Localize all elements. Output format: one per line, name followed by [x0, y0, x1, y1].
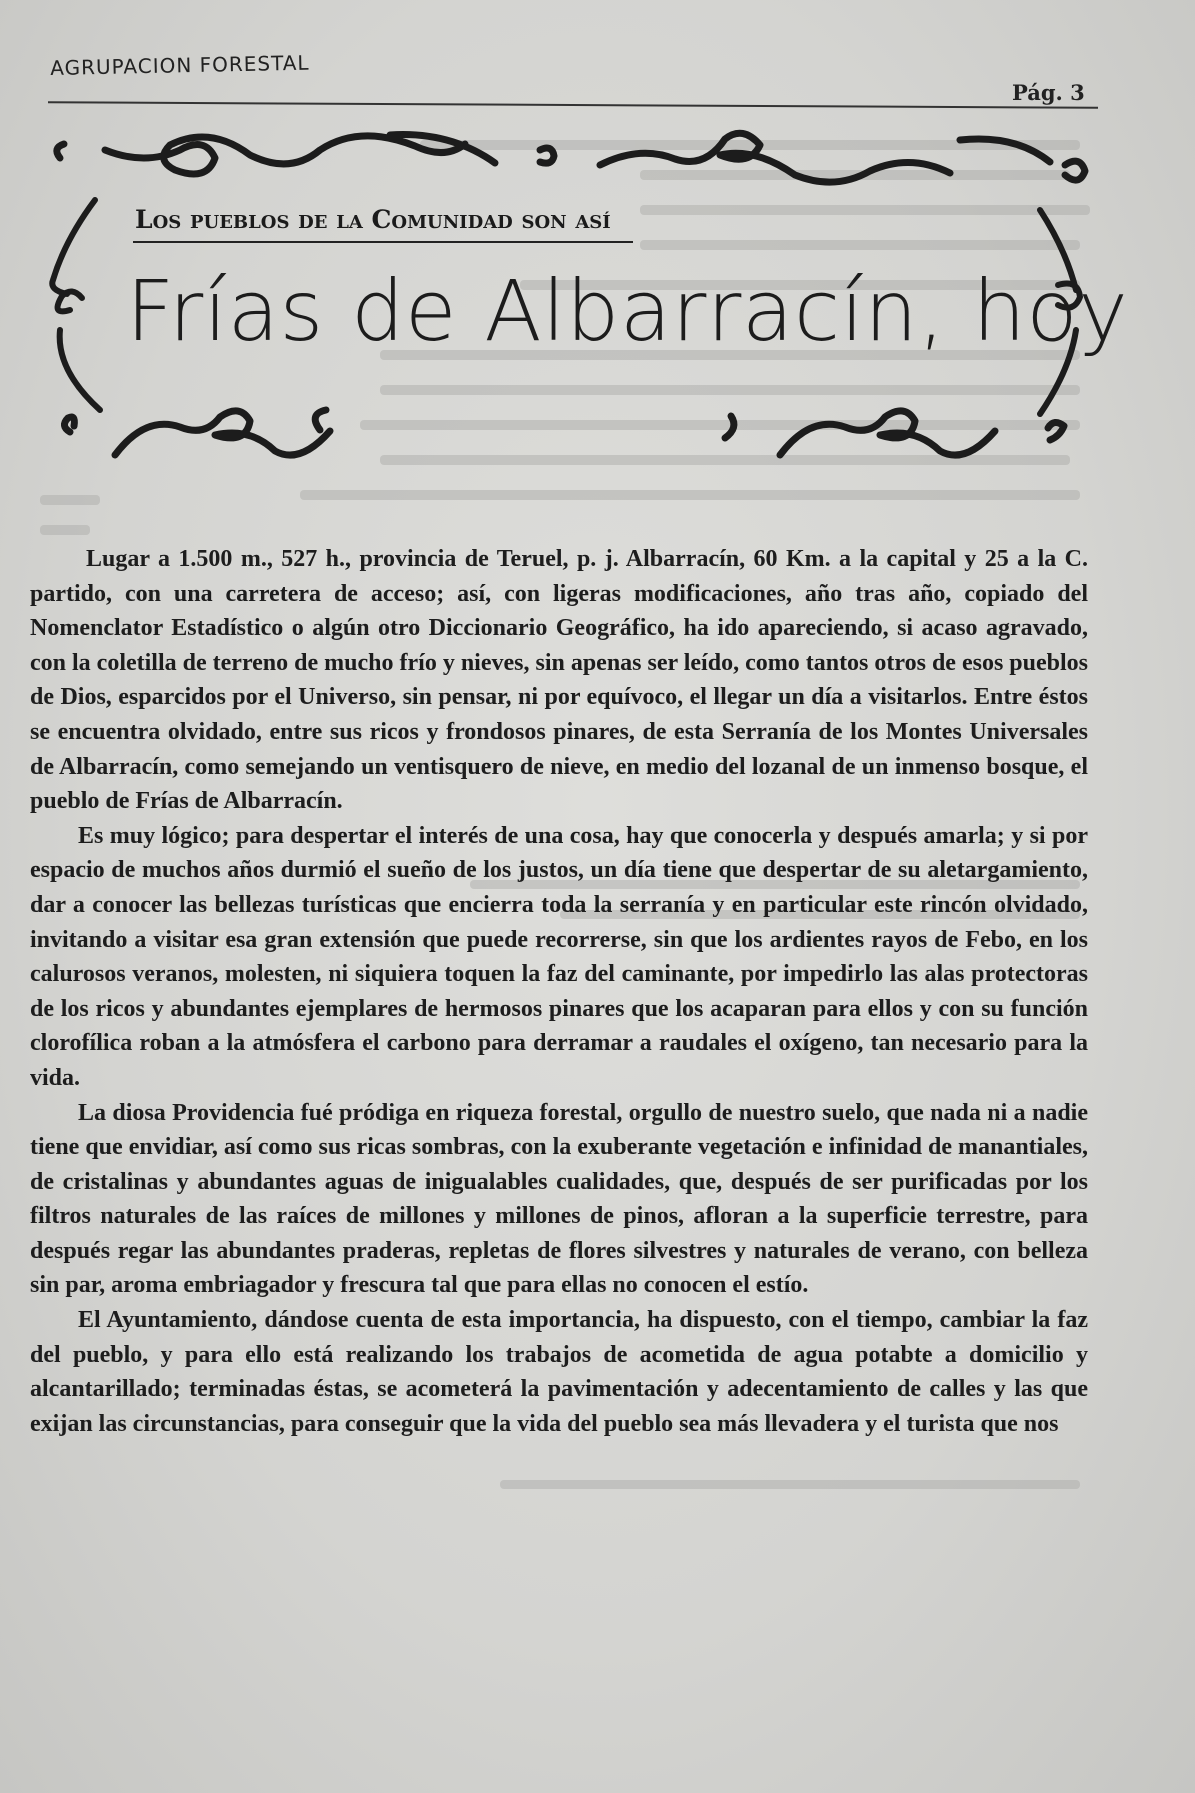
article-title: Frías de Albarracín, hoy	[126, 262, 1129, 360]
subtitle-underline	[133, 241, 633, 243]
article-body	[30, 542, 1088, 1441]
paragraph-2: Es muy lógico; para despertar el interés de una cosa, hay que conocerla y después amarla; y si por espacio de muchos años durmió el sueño de los justos, un día tiene que despertar de su aletargamiento, dar a conocer las bellezas turísticas que encierra toda la serranía y en particular este rincón olvidado, invitando a visitar esa gran extensión que puede recorrerse, sin que los ardientes rayos de Febo, en los calurosos veranos, molesten, ni siquiera toquen la faz del caminante, por impedirlo las alas protectoras de los ricos y abundantes ejemplares de hermosos pinares que los acaparan para ellos y con su función clorofílica roban a la atmósfera el carbono para derramar a raudales el oxígeno, tan necesario para la vida.	[30, 822, 1088, 1091]
article-subtitle: Los pueblos de la Comunidad son así	[135, 205, 611, 234]
paragraph-3: La diosa Providencia fué pródiga en riqueza forestal, orgullo de nuestro suelo, que nada ni a nadie tiene que envidiar, así como sus ricas sombras, con la exuberante vegetación e infinidad de manantiales, de cristalinas y abundantes aguas de inigualables cualidades, que, después de ser purificadas por los filtros naturales de las raíces de millones y millones de pinos, afloran a la superficie terrestre, para después regar las abundantes praderas, repletas de flores silvestres y naturales de verano, con belleza sin par, aroma embriagador y frescura tal que para ellas no conocen el estío.	[30, 1099, 1088, 1299]
page-number: Pág. 3	[1012, 80, 1085, 105]
paragraph-1: Lugar a 1.500 m., 527 h., provincia de Teruel, p. j. Albarracín, 60 Km. a la capital y 25 a la C. partido, con una carretera de acceso; así, con ligeras modificaciones, año tras año, copiado del Nomenclator Estadístico o algún otro Diccionario Geográfico, ha ido apareciendo, si acaso agravado, con la coletilla de terreno de mucho frío y nieves, sin apenas ser leído, como tantos otros de esos pueblos de Dios, esparcidos por el Universo, sin pensar, ni por equívoco, el llegar un día a visitarlos. Entre éstos se encuentra olvidado, entre sus ricos y frondosos pinares, de esta Serranía de los Montes Universales de Albarracín, como semejando un ventisquero de nieve, en medio del lozanal de un inmenso bosque, el pueblo de Frías de Albarracín.	[30, 546, 1088, 815]
title-ornament-frame	[0, 0, 1195, 480]
paragraph-4: El Ayuntamiento, dándose cuenta de esta importancia, ha dispuesto, con el tiempo, cambiar la faz del pueblo, y para ello está realizando los trabajos de acometida de agua potabte a domicilio y alcantarillado; terminadas éstas, se acometerá la pavimentación y adecentamiento de calles y las que exijan las circunstancias, para conseguir que la vida del pueblo sea más llevadera y el turista que nos	[30, 1307, 1088, 1437]
publication-name: AGRUPACION FORESTAL	[50, 50, 310, 80]
